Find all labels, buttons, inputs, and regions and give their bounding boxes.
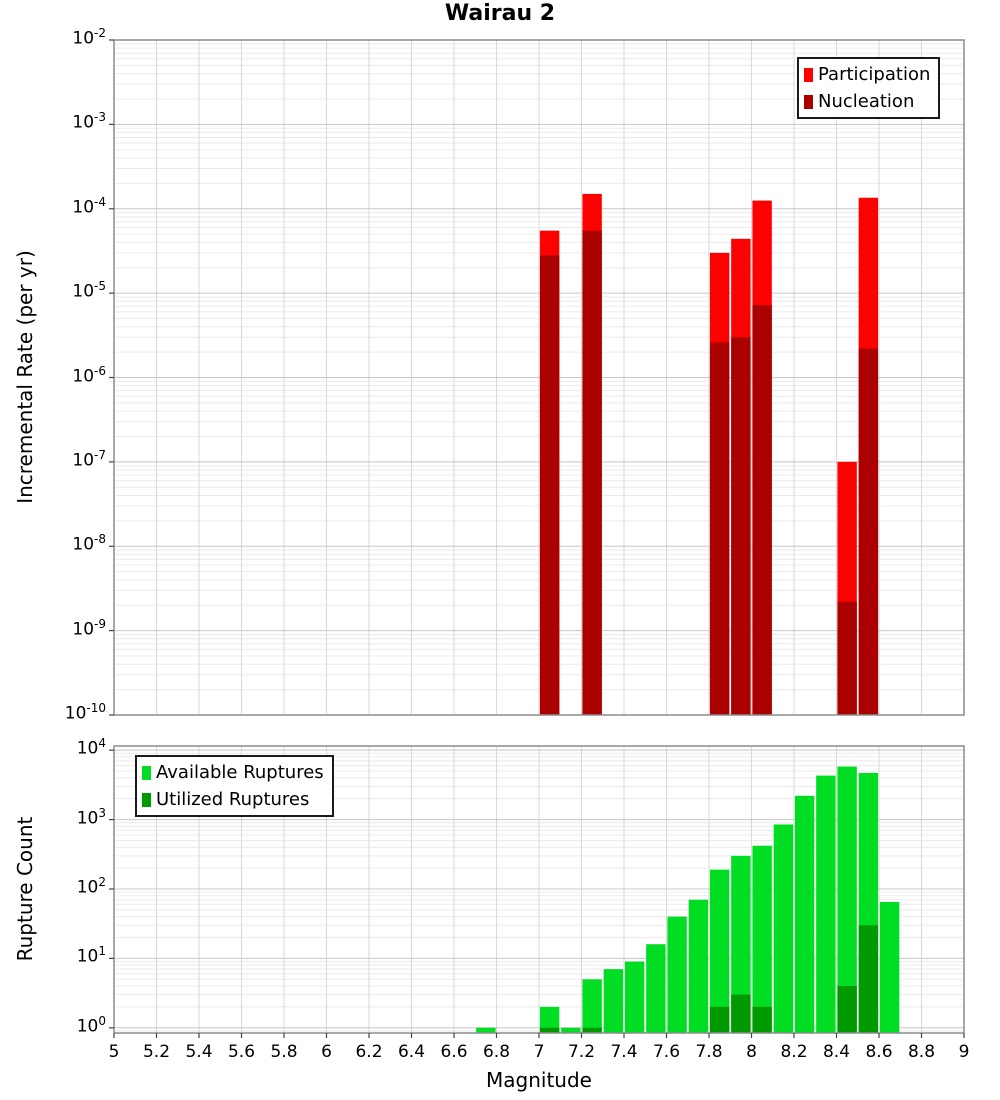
x-tick-label: 7.6 xyxy=(652,1042,681,1062)
bar xyxy=(731,337,750,715)
bar xyxy=(774,824,793,1033)
bar xyxy=(582,231,601,715)
available-ruptures-swatch-icon xyxy=(142,766,151,780)
bar xyxy=(837,602,856,715)
bar xyxy=(582,979,601,1033)
legend-item-utilized-ruptures xyxy=(142,786,324,813)
bar xyxy=(816,776,835,1033)
bar xyxy=(710,342,729,715)
legend-item-available-ruptures xyxy=(142,759,324,786)
x-tick-label: 5.4 xyxy=(185,1042,213,1062)
y-tick-label: $10^{-5}$ xyxy=(72,279,106,302)
x-tick-label: 7.8 xyxy=(695,1042,723,1062)
y-tick-label: $10^1$ xyxy=(76,944,106,968)
bar xyxy=(604,969,623,1033)
y-tick-label: $10^0$ xyxy=(76,1013,106,1037)
legend-label-participation: Participation xyxy=(818,64,931,85)
x-tick-label: 8 xyxy=(746,1042,757,1062)
y-tick-label: $10^2$ xyxy=(76,874,106,898)
y-tick-label: $10^{-10}$ xyxy=(64,701,106,724)
bar xyxy=(540,1028,559,1033)
y-tick-label: $10^{-2}$ xyxy=(72,26,106,49)
y-tick-label: $10^{-3}$ xyxy=(72,110,106,134)
y-tick-label: $10^{-7}$ xyxy=(72,447,106,471)
y-tick-label: $10^{-9}$ xyxy=(72,616,106,640)
bar xyxy=(752,305,771,715)
bar xyxy=(540,255,559,715)
y-tick-label: $10^4$ xyxy=(76,736,106,759)
utilized-ruptures-swatch-icon xyxy=(142,793,151,807)
bar xyxy=(837,986,856,1033)
x-tick-label: 5.8 xyxy=(270,1042,298,1062)
bar xyxy=(859,349,878,715)
legend-item-nucleation xyxy=(804,88,930,115)
bottom-legend xyxy=(135,755,334,817)
chart-title: Wairau 2 xyxy=(444,1,556,26)
bar xyxy=(795,796,814,1033)
x-tick-label: 6.6 xyxy=(440,1042,468,1062)
bar xyxy=(880,902,899,1033)
x-axis-title: Magnitude xyxy=(486,1068,592,1092)
bar xyxy=(667,917,686,1033)
bar xyxy=(710,1007,729,1033)
bottom-y-axis-title: Rupture Count xyxy=(13,816,37,962)
nucleation-swatch-icon xyxy=(804,95,813,109)
x-tick-label: 5 xyxy=(108,1042,120,1062)
x-tick-label: 9 xyxy=(958,1042,970,1062)
bar xyxy=(689,900,708,1033)
legend-item-participation xyxy=(804,61,930,88)
top-legend xyxy=(797,57,940,119)
bar xyxy=(561,1028,580,1033)
x-tick-label: 8.6 xyxy=(865,1042,893,1062)
top-y-axis-title: Incremental Rate (per yr) xyxy=(13,250,37,504)
bar xyxy=(752,846,771,1033)
bar xyxy=(582,1028,601,1033)
x-tick-label: 6.8 xyxy=(482,1042,511,1062)
x-tick-label: 7 xyxy=(533,1042,545,1062)
x-tick-label: 6.2 xyxy=(355,1042,383,1062)
participation-swatch-icon xyxy=(804,68,813,82)
legend-label-available-ruptures: Available Ruptures xyxy=(156,762,324,783)
bar xyxy=(752,1007,771,1033)
x-tick-label: 6.4 xyxy=(397,1042,426,1062)
bar xyxy=(646,944,665,1033)
y-tick-label: $10^{-8}$ xyxy=(72,532,106,555)
legend-label-nucleation: Nucleation xyxy=(818,91,915,112)
x-tick-label: 8.4 xyxy=(822,1042,851,1062)
x-tick-label: 7.2 xyxy=(567,1042,596,1062)
x-tick-label: 7.4 xyxy=(610,1042,638,1062)
x-tick-label: 8.2 xyxy=(780,1042,808,1062)
bar xyxy=(476,1028,495,1033)
y-tick-label: $10^{-6}$ xyxy=(72,363,106,387)
y-tick-label: $10^3$ xyxy=(76,805,106,829)
x-tick-label: 5.2 xyxy=(142,1042,171,1062)
bar xyxy=(625,962,644,1033)
bar xyxy=(859,925,878,1033)
y-tick-label: $10^{-4}$ xyxy=(72,194,106,218)
legend-label-utilized-ruptures: Utilized Ruptures xyxy=(156,789,310,810)
top-panel xyxy=(109,40,964,715)
bar xyxy=(731,995,750,1033)
x-tick-label: 5.6 xyxy=(227,1042,256,1062)
x-tick-label: 6 xyxy=(321,1042,332,1062)
x-tick-label: 8.8 xyxy=(907,1042,936,1062)
